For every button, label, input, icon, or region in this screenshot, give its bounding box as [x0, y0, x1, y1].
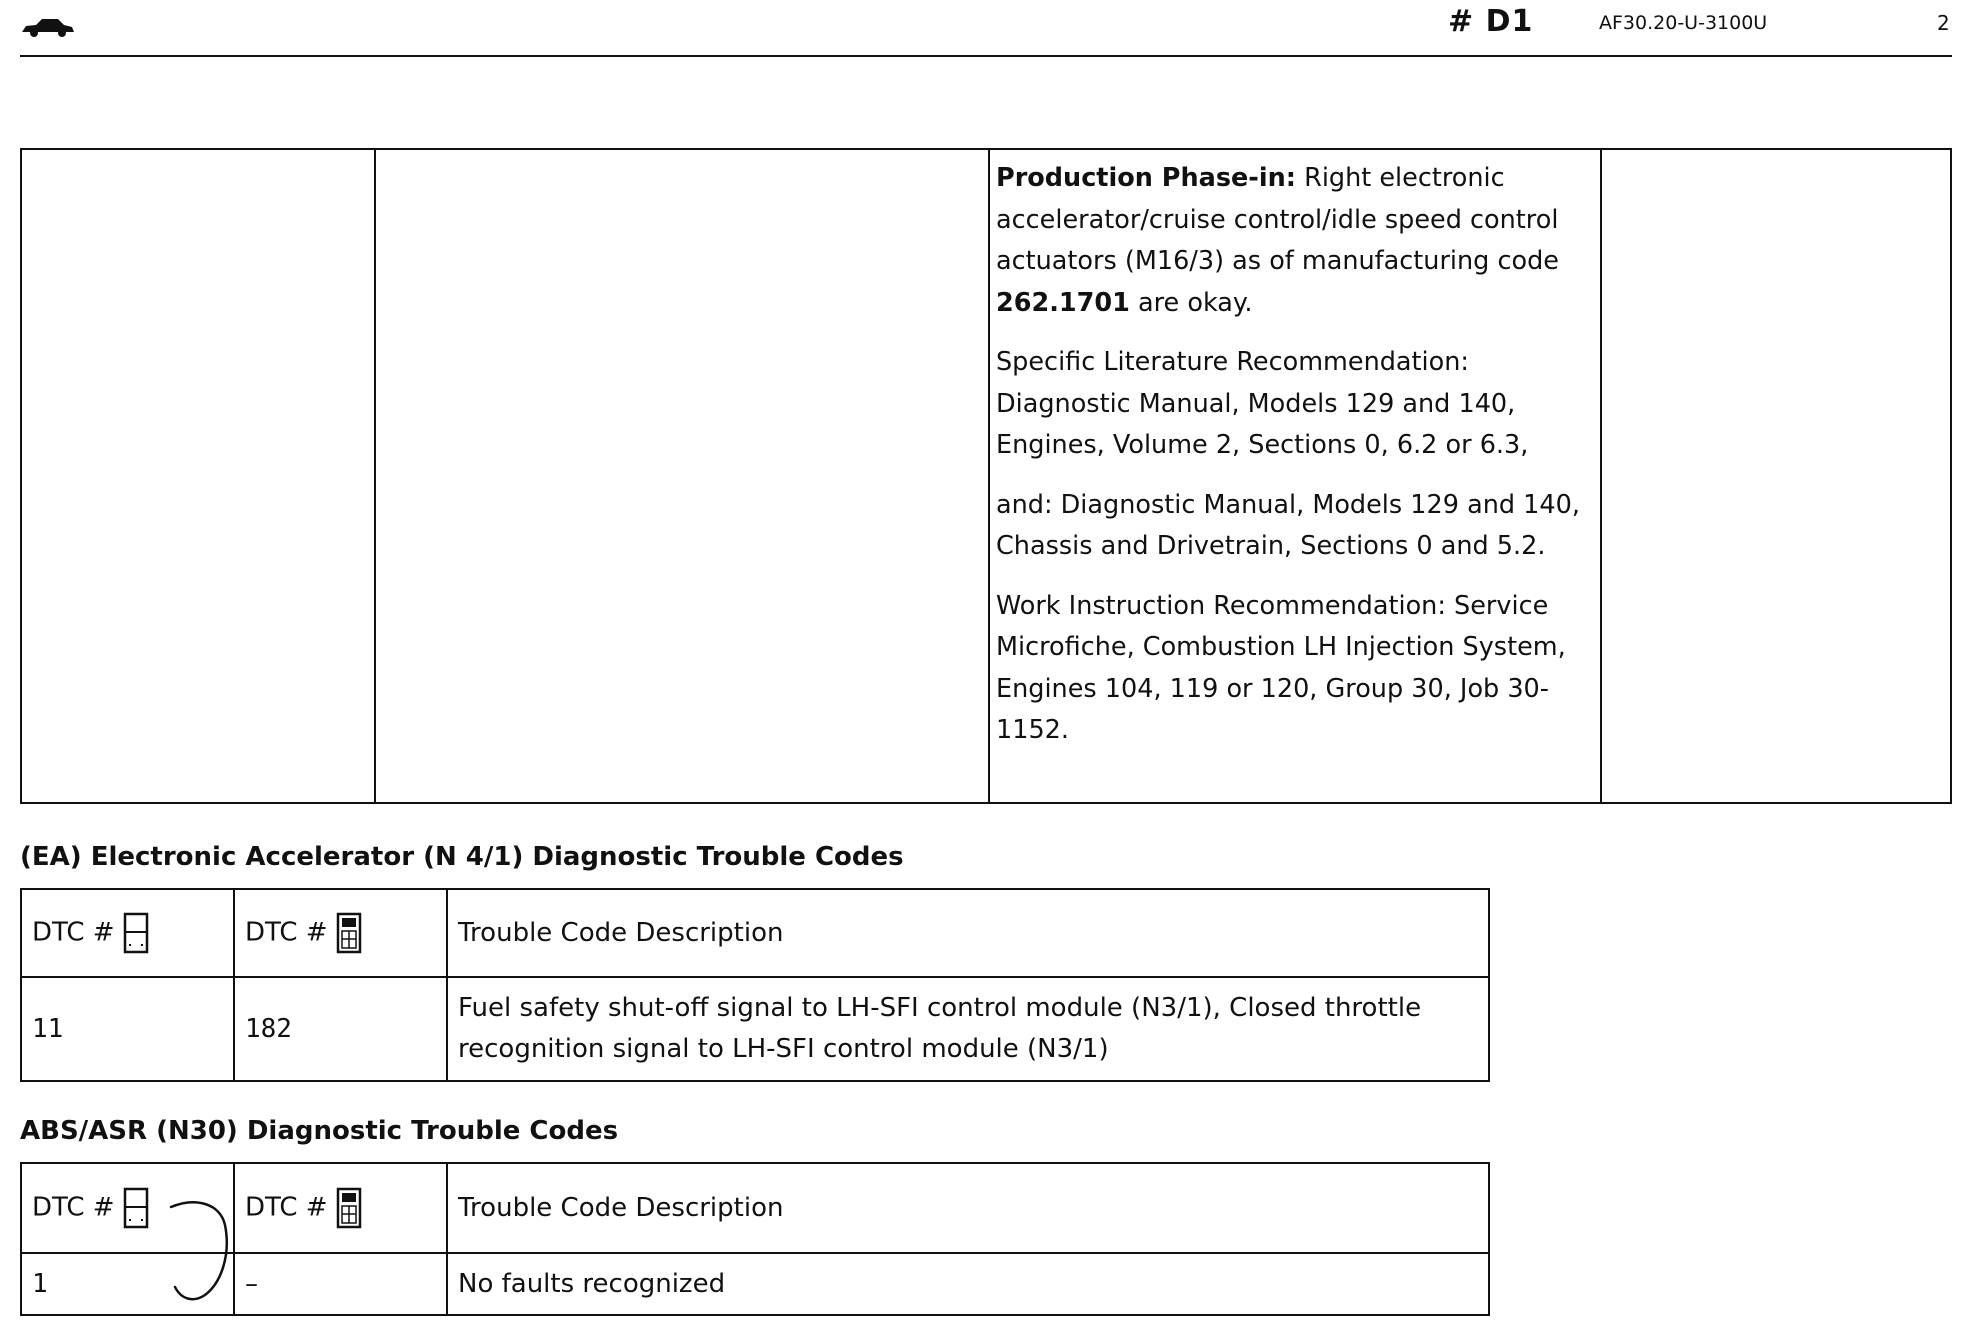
bulletin-table	[20, 148, 1952, 804]
description-header: Trouble Code Description	[447, 889, 1489, 977]
phase-in-code: 262.1701	[996, 287, 1130, 318]
bulletin-notes	[996, 158, 1596, 770]
ea-section-title: (EA) Electronic Accelerator (N 4/1) Diagnostic Trouble Codes	[20, 842, 904, 872]
page-number: 2	[1937, 11, 1950, 35]
dtc-header-label: DTC #	[245, 917, 328, 948]
header-rule	[20, 55, 1952, 57]
column-divider	[1600, 150, 1602, 802]
table-header-row	[21, 1163, 1489, 1253]
dtc-description: No faults recognized	[447, 1253, 1489, 1315]
dtc-header-tester	[234, 1163, 447, 1253]
phase-in-note	[996, 158, 1596, 324]
ea-dtc-table	[20, 888, 1490, 1082]
dtc-header-tester	[234, 889, 447, 977]
dtc-impulse-value: 11	[21, 977, 234, 1081]
dtc-description: Fuel safety shut-off signal to LH-SFI control module (N3/1), Closed throttle recognition signal to LH-SFI control module (N3/1)	[447, 977, 1489, 1081]
literature-recommendation: Specific Literature Recommendation: Diagnostic Manual, Models 129 and 140, Engines, Volume 2, Sections 0, 6.2 or 6.3,	[996, 347, 1529, 460]
column-divider	[988, 150, 990, 802]
phase-in-text: Right electronic accelerator/cruise control/idle speed control actuators (M16/3) as of manufacturing code	[996, 163, 1559, 276]
table-header-row	[21, 889, 1489, 977]
phase-in-text-end: are okay.	[1129, 287, 1253, 318]
table-row	[21, 977, 1489, 1081]
handwritten-mark	[165, 1195, 235, 1315]
work-instruction: Work Instruction Recommendation: Service Microfiche, Combustion LH Injection System, Engines 104, 119 or 120, Group 30, Job 30-1152.	[996, 590, 1566, 745]
abs-section-title: ABS/ASR (N30) Diagnostic Trouble Codes	[20, 1116, 619, 1146]
dtc-header-impulse	[21, 889, 234, 977]
impulse-counter-icon	[123, 912, 149, 954]
hand-held-tester-icon	[336, 1187, 362, 1229]
column-divider	[374, 150, 376, 802]
dtc-header-label: DTC #	[32, 917, 115, 948]
phase-in-label: Production Phase-in:	[996, 163, 1296, 193]
impulse-counter-icon	[123, 1187, 149, 1229]
dtc-header-label: DTC #	[245, 1192, 328, 1223]
document-code: AF30.20-U-3100U	[1599, 12, 1768, 34]
abs-dtc-table	[20, 1162, 1490, 1316]
dtc-impulse-value: 1	[21, 1253, 234, 1315]
dtc-tester-value: –	[234, 1253, 447, 1315]
description-header: Trouble Code Description	[447, 1163, 1489, 1253]
bulletin-id: # D1	[1448, 4, 1534, 39]
dtc-tester-value: 182	[234, 977, 447, 1081]
car-icon	[20, 14, 76, 40]
dtc-header-label: DTC #	[32, 1192, 115, 1223]
literature-recommendation-2: and: Diagnostic Manual, Models 129 and 140, Chassis and Drivetrain, Sections 0 and 5.2.	[996, 489, 1580, 561]
hand-held-tester-icon	[336, 912, 362, 954]
table-row	[21, 1253, 1489, 1315]
